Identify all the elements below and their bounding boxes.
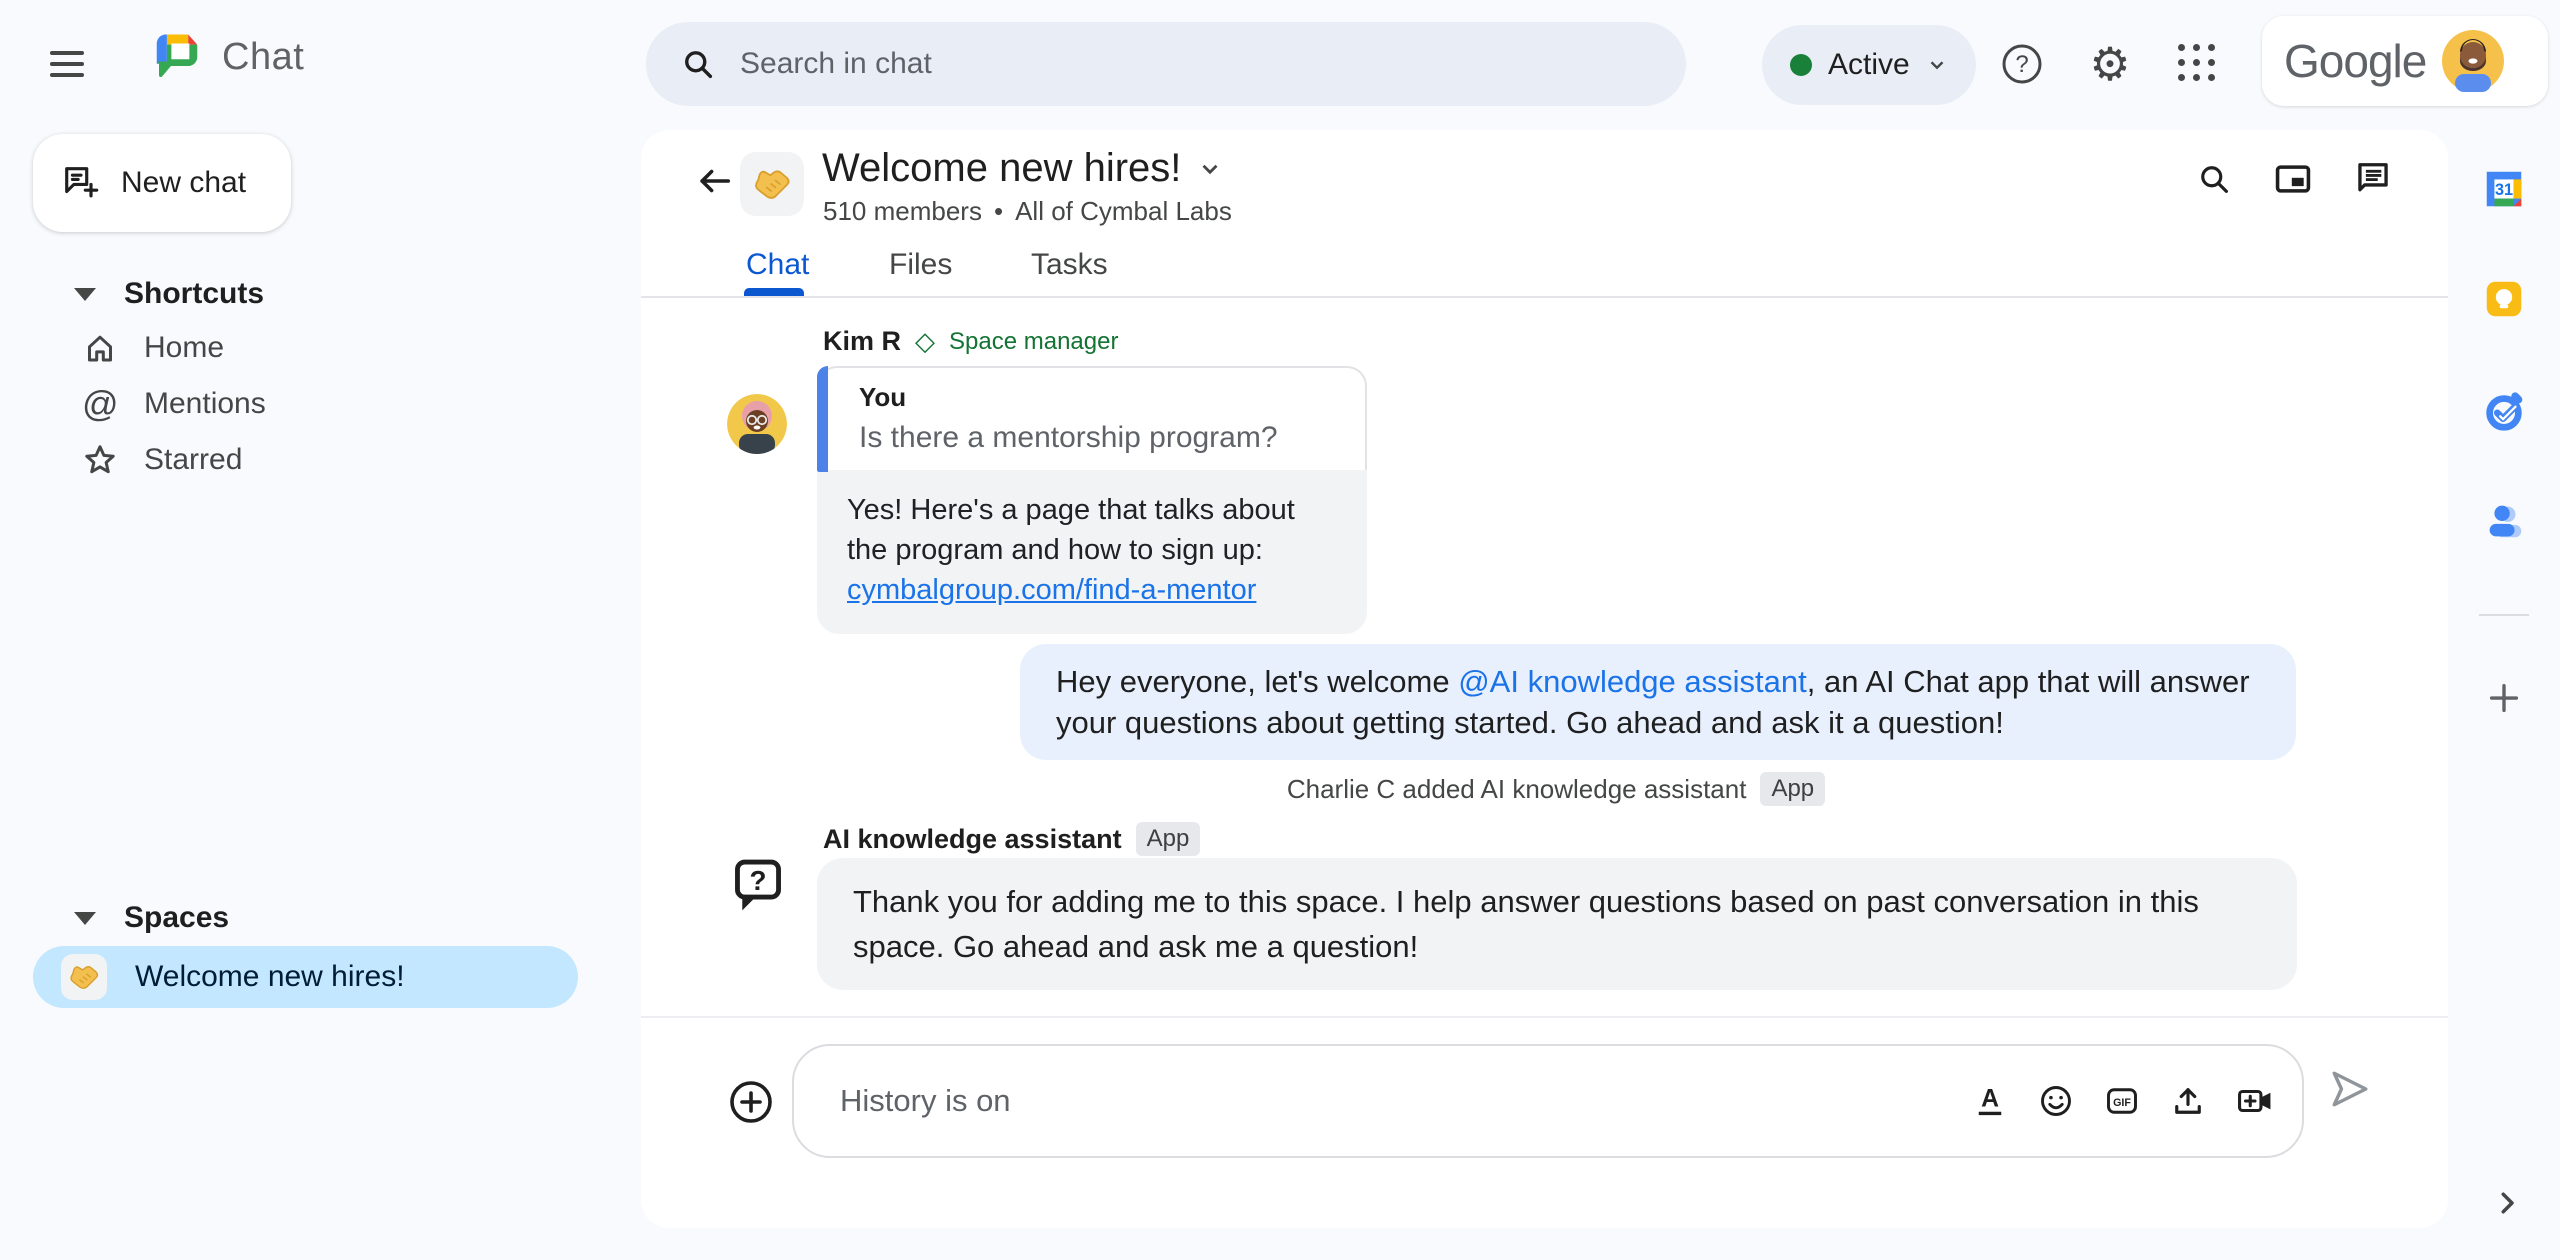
message-input[interactable]: [792, 1044, 2304, 1158]
svg-text:GIF: GIF: [2113, 1097, 2131, 1110]
spaces-section-header[interactable]: [0, 896, 229, 940]
keep-app-button[interactable]: [2481, 276, 2527, 322]
shortcuts-section-label: Shortcuts: [124, 277, 265, 310]
space-subtitle: [823, 196, 1232, 227]
collapse-caret-icon: [74, 912, 96, 925]
space-avatar: [61, 954, 107, 1000]
sidebar-item-space-welcome-new-hires[interactable]: [33, 946, 578, 1008]
handshake-icon: [751, 163, 793, 205]
back-button[interactable]: [695, 162, 733, 200]
upload-button[interactable]: [2170, 1083, 2206, 1119]
google-chat-logo-icon: [150, 30, 204, 84]
user-avatar[interactable]: [2442, 30, 2504, 92]
dot-separator: •: [993, 196, 1004, 226]
chevron-down-icon: [1926, 54, 1948, 76]
svg-text:?: ?: [2015, 51, 2029, 78]
svg-text:31: 31: [2494, 181, 2514, 200]
picture-in-picture-icon: [2274, 160, 2312, 198]
open-in-split-view-button[interactable]: [2274, 160, 2312, 198]
main-menu-button[interactable]: [50, 40, 90, 88]
format-text-icon: [1972, 1083, 2008, 1119]
message-icon: [2354, 160, 2392, 198]
quoted-message[interactable]: [817, 366, 1367, 470]
plus-icon: [2486, 680, 2522, 716]
collapse-caret-icon: [74, 288, 96, 301]
app-badge: App: [1136, 822, 1201, 856]
chevron-right-icon: [2492, 1188, 2522, 1218]
question-bubble-icon: [729, 856, 787, 914]
quote-author: You: [859, 382, 907, 412]
add-video-icon: [2236, 1082, 2274, 1120]
space-manager-diamond-icon: ◇: [915, 326, 936, 356]
video-meeting-button[interactable]: [2236, 1082, 2274, 1120]
message-input-placeholder: History is on: [840, 1083, 1011, 1118]
mentor-link[interactable]: cymbalgroup.com/find-a-mentor: [847, 574, 1257, 606]
google-keep-icon: [2481, 276, 2527, 322]
plus-circle-icon: [727, 1078, 775, 1126]
message-text: , an AI Chat app that will answer your questions about getting started. Go ahead and ask it a question!: [1056, 664, 2250, 740]
space-header-avatar: [740, 152, 804, 216]
app-name: Chat: [222, 35, 305, 78]
message-text: Hey everyone, let's welcome: [1056, 664, 1459, 699]
contacts-app-button[interactable]: [2481, 498, 2527, 544]
new-chat-label: New chat: [121, 166, 247, 199]
quote-text: Is there a mentorship program?: [859, 421, 1278, 454]
google-apps-button[interactable]: [2168, 34, 2228, 94]
sender-name: AI knowledge assistant: [823, 823, 1122, 854]
help-button[interactable]: [1992, 34, 2052, 94]
chevron-down-icon: [1197, 156, 1223, 182]
upload-icon: [2170, 1083, 2206, 1119]
tab-tasks[interactable]: Tasks: [1031, 248, 1108, 281]
app-badge: App: [1760, 772, 1825, 806]
threads-button[interactable]: [2354, 160, 2392, 198]
sidebar-item-label: Mentions: [144, 387, 266, 420]
emoji-icon: [2038, 1083, 2074, 1119]
sidebar-item-label: Starred: [144, 443, 243, 476]
star-icon: [82, 442, 118, 478]
search-in-space-button[interactable]: [2196, 161, 2232, 197]
app-brand: [150, 30, 304, 84]
search-input[interactable]: [646, 22, 1686, 106]
message-sender-row: [823, 822, 1200, 856]
apps-grid-icon: [2178, 44, 2218, 84]
tasks-app-button[interactable]: [2481, 388, 2527, 434]
handshake-icon: [67, 960, 101, 994]
new-chat-button[interactable]: [33, 134, 291, 232]
active-status-dot: [1790, 54, 1812, 76]
svg-text:?: ?: [749, 864, 767, 896]
search-icon: [680, 46, 716, 82]
home-icon: [82, 330, 118, 366]
emoji-button[interactable]: [2038, 1083, 2074, 1119]
tab-chat[interactable]: Chat: [746, 248, 810, 281]
gif-button[interactable]: [2104, 1083, 2140, 1119]
shortcuts-section-header[interactable]: [0, 272, 264, 316]
sidebar-item-home[interactable]: [0, 320, 600, 376]
text-format-button[interactable]: [1972, 1083, 2008, 1119]
tab-files[interactable]: Files: [889, 248, 953, 281]
account-chip[interactable]: [2262, 16, 2548, 106]
space-manager-badge: Space manager: [949, 327, 1119, 355]
svg-text:A: A: [1981, 1085, 1999, 1113]
google-contacts-icon: [2481, 498, 2527, 544]
sidebar-item-label: Home: [144, 331, 225, 364]
status-label: Active: [1828, 48, 1910, 81]
mention-link[interactable]: @AI knowledge assistant: [1458, 664, 1807, 699]
system-event-text: Charlie C added AI knowledge assistant: [1286, 773, 1747, 804]
back-arrow-icon: [695, 162, 733, 200]
message-with-quote: [817, 366, 1367, 634]
sender-name: Kim R: [823, 326, 902, 356]
member-count: 510 members: [823, 196, 982, 226]
rail-divider: [2479, 614, 2529, 616]
message-text: Thank you for adding me to this space. I help answer questions based on past conversation in this space. Go ahead and ask me a question!: [853, 884, 2199, 964]
google-calendar-icon: [2481, 166, 2527, 212]
conversation-panel: [641, 130, 2448, 1228]
settings-button[interactable]: [2080, 34, 2140, 94]
message-bubble: [817, 858, 2297, 990]
quote-accent-bar: [817, 366, 828, 472]
spaces-section-label: Spaces: [124, 901, 230, 934]
message-bubble: [817, 470, 1367, 634]
space-name: Welcome new hires!: [135, 960, 405, 993]
message-text: Yes! Here's a page that talks about the program and how to sign up:: [847, 494, 1295, 566]
google-tasks-icon: [2481, 388, 2527, 434]
search-placeholder: Search in chat: [740, 47, 932, 80]
sidebar-item-mentions[interactable]: [0, 376, 600, 432]
send-button[interactable]: [2329, 1068, 2371, 1110]
space-audience: All of Cymbal Labs: [1015, 196, 1232, 226]
space-title: Welcome new hires!: [822, 146, 1182, 190]
gif-icon: [2104, 1083, 2140, 1119]
add-attachment-button[interactable]: [727, 1078, 775, 1126]
calendar-app-button[interactable]: [2481, 166, 2527, 212]
sidebar-item-starred[interactable]: [0, 432, 600, 488]
system-event-row: [817, 772, 2295, 806]
google-logo: Google: [2284, 35, 2427, 87]
composer-divider: [641, 1016, 2448, 1018]
expand-side-panel-button[interactable]: [2492, 1188, 2522, 1218]
avatar-kim-r[interactable]: [727, 394, 787, 454]
header-divider: [641, 296, 2448, 298]
search-icon: [2196, 161, 2232, 197]
message-bubble-announcement: [1020, 644, 2296, 760]
get-add-ons-button[interactable]: [2486, 680, 2522, 716]
mention-icon: @: [82, 383, 119, 424]
avatar-ai-assistant[interactable]: [729, 856, 787, 914]
status-selector[interactable]: [1762, 25, 1976, 105]
new-chat-icon: [61, 163, 101, 203]
gear-icon: ⚙: [2089, 38, 2131, 90]
help-icon: [2000, 42, 2044, 86]
message-sender-row: [823, 326, 1118, 357]
space-title-menu[interactable]: [822, 146, 1223, 191]
send-icon: [2329, 1068, 2371, 1110]
